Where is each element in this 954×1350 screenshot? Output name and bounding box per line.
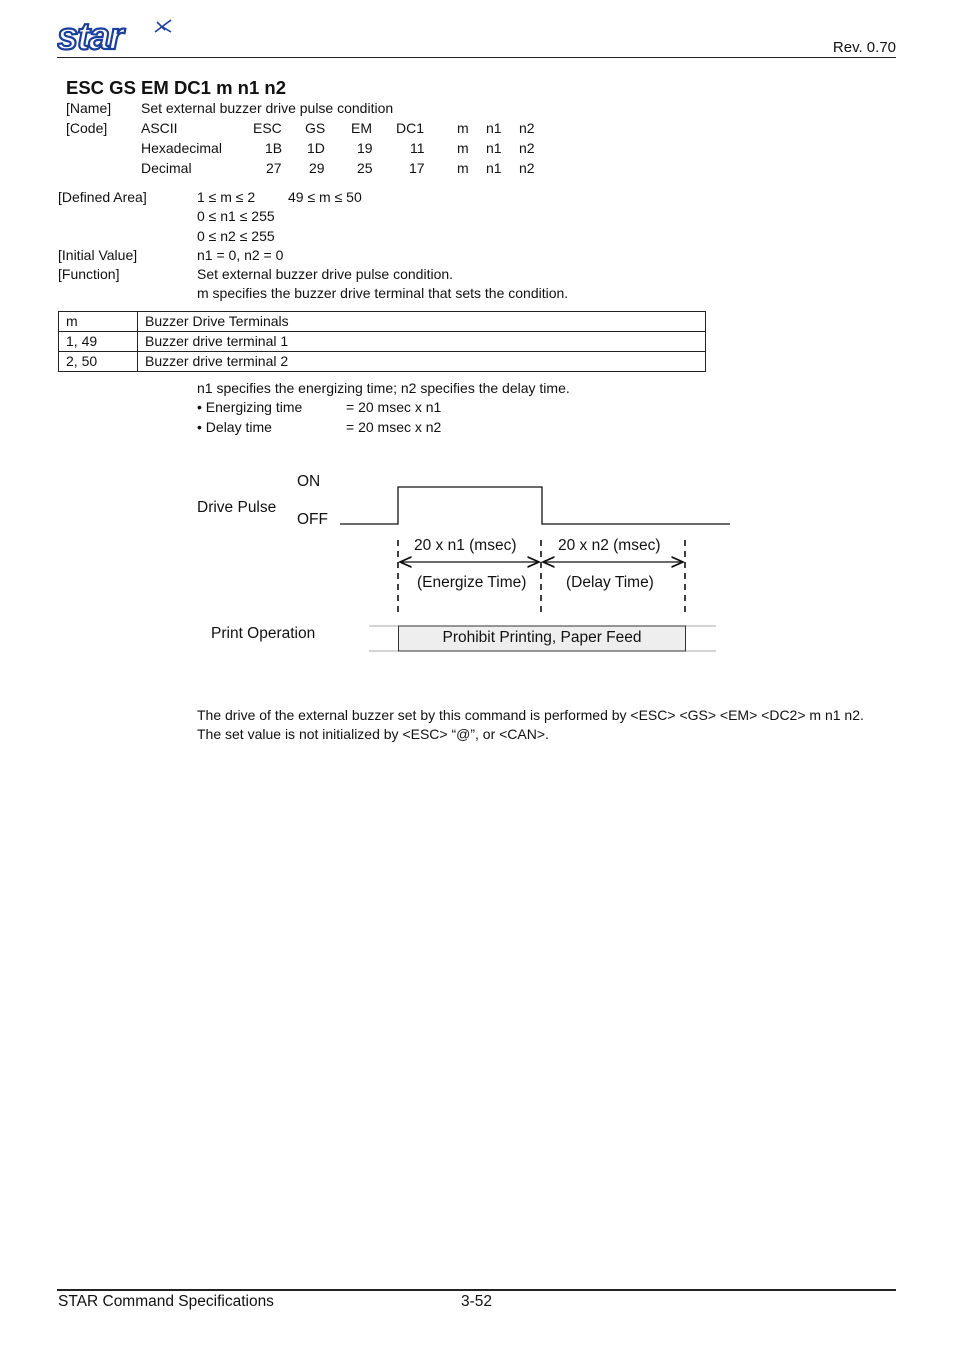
energize-value: = 20 msec x n1 xyxy=(346,399,442,415)
n2-span-label: 20 x n2 (msec) xyxy=(558,537,661,554)
name-value: Set external buzzer drive pulse condition xyxy=(141,100,394,116)
code-cell: m xyxy=(457,120,469,136)
note-line-1: The drive of the external buzzer set by this command is performed by <ESC> <GS> <EM> <DC2> m n1 n2. xyxy=(197,707,864,723)
timing-line-1: n1 specifies the energizing time; n2 specifies the delay time. xyxy=(197,380,570,396)
code-cell: n2 xyxy=(519,120,535,136)
function-line-2: m specifies the buzzer drive terminal that sets the condition. xyxy=(197,285,569,301)
code-cell: DC1 xyxy=(396,120,425,136)
on-label: ON xyxy=(297,473,321,490)
command-title: ESC GS EM DC1 m n1 n2 xyxy=(66,77,286,98)
table-header-cell: m xyxy=(59,312,138,332)
delay-label: • Delay time xyxy=(197,419,272,435)
code-cell: 11 xyxy=(410,140,425,156)
defined-area-range-n1: 0 ≤ n1 ≤ 255 xyxy=(197,208,275,224)
off-label: OFF xyxy=(297,511,328,528)
drive-pulse-waveform xyxy=(340,487,730,524)
function-line-1: Set external buzzer drive pulse condition. xyxy=(197,266,454,282)
delay-time-label: (Delay Time) xyxy=(566,574,654,591)
initial-value-label: [Initial Value] xyxy=(58,247,138,263)
code-cell: 1B xyxy=(265,140,283,156)
initial-value: n1 = 0, n2 = 0 xyxy=(197,247,284,263)
code-cell: m xyxy=(457,160,469,176)
code-cell: 17 xyxy=(409,160,425,176)
code-cell: n1 xyxy=(486,160,502,176)
footer-rule xyxy=(57,1289,896,1291)
drive-pulse-label: Drive Pulse xyxy=(197,499,277,516)
code-row-label: Decimal xyxy=(141,160,192,176)
code-cell: 29 xyxy=(309,160,325,176)
code-cell: 1D xyxy=(307,140,325,156)
defined-area-range-m2: 49 ≤ m ≤ 50 xyxy=(288,189,362,205)
code-cell: n1 xyxy=(486,120,502,136)
code-label: [Code] xyxy=(66,120,108,136)
code-cell: 27 xyxy=(266,160,282,176)
note-line-2: The set value is not initialized by <ESC> “@”, or <CAN>. xyxy=(197,726,549,742)
energize-label: • Energizing time xyxy=(197,399,303,415)
energize-time-label: (Energize Time) xyxy=(417,574,527,591)
code-cell: n2 xyxy=(519,160,535,176)
code-cell: n1 xyxy=(486,140,502,156)
code-cell: EM xyxy=(351,120,372,136)
code-cell: 19 xyxy=(357,140,373,156)
defined-area-range-m1: 1 ≤ m ≤ 2 xyxy=(197,189,256,205)
print-operation-label: Print Operation xyxy=(211,625,316,642)
logo-wordmark: star xyxy=(57,18,123,54)
defined-area-range-n2: 0 ≤ n2 ≤ 255 xyxy=(197,228,275,244)
code-row-label: Hexadecimal xyxy=(141,140,222,156)
table-cell: Buzzer drive terminal 1 xyxy=(138,332,706,352)
defined-area-label: [Defined Area] xyxy=(58,189,147,205)
code-cell: m xyxy=(457,140,469,156)
function-label: [Function] xyxy=(58,266,120,282)
name-label: [Name] xyxy=(66,100,112,116)
table-cell: 2, 50 xyxy=(59,352,138,372)
table-cell: 1, 49 xyxy=(59,332,138,352)
table-header-cell: Buzzer Drive Terminals xyxy=(138,312,706,332)
code-cell: 25 xyxy=(357,160,373,176)
delay-value: = 20 msec x n2 xyxy=(346,419,442,435)
code-cell: GS xyxy=(305,120,326,136)
revision-label: Rev. 0.70 xyxy=(832,39,896,56)
code-row-label: ASCII xyxy=(141,120,178,136)
prohibit-label: Prohibit Printing, Paper Feed xyxy=(442,629,642,646)
n1-span-label: 20 x n1 (msec) xyxy=(414,537,517,554)
footer-doc-title: STAR Command Specifications xyxy=(58,1293,274,1310)
code-cell: ESC xyxy=(253,120,282,136)
code-cell: n2 xyxy=(519,140,535,156)
footer-page-number: 3-52 xyxy=(461,1293,493,1310)
table-cell: Buzzer drive terminal 2 xyxy=(138,352,706,372)
